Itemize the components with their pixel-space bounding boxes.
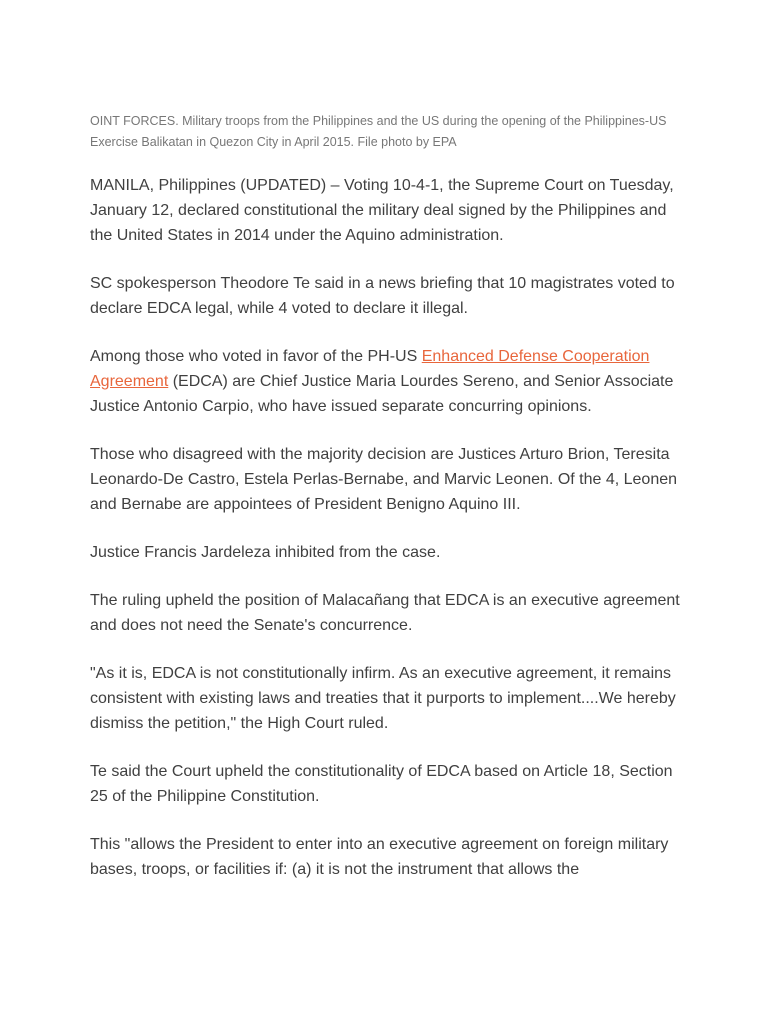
paragraph-quote: "As it is, EDCA is not constitutionally infirm. As an executive agreement, it remains consistent with existing laws and treaties that it purports to implement....We hereby dismiss the petition," the High Court ruled. [90, 665, 676, 732]
paragraph-ruling: The ruling upheld the position of Malacañang that EDCA is an executive agreement and does not need the Senate's concurrence. [90, 592, 680, 634]
edca-link[interactable]: Enhanced Defense Cooperation Agreement [90, 348, 650, 390]
paragraph-allows-president: This "allows the President to enter into an executive agreement on foreign military bases, troops, or facilities if: (a) it is not the instrument that allows the [90, 836, 669, 878]
paragraph-article-18: Te said the Court upheld the constitutionality of EDCA based on Article 18, Section 25 of the Philippine Constitution. [90, 763, 673, 805]
paragraph-inhibited: Justice Francis Jardeleza inhibited from the case. [90, 544, 441, 561]
photo-caption: OINT FORCES. Military troops from the Philippines and the US during the opening of the Philippines-US Exercise Balikatan in Quezon City in April 2015. File photo by EPA [90, 114, 667, 149]
paragraph-text-after-link: (EDCA) are Chief Justice Maria Lourdes Sereno, and Senior Associate Justice Antonio Carpio, who have issued separate concurring opinions. [90, 373, 674, 415]
paragraph-in-favor [90, 344, 690, 419]
paragraph-dissenters: Those who disagreed with the majority decision are Justices Arturo Brion, Teresita Leonardo-De Castro, Estela Perlas-Bernabe, and Marvic Leonen. Of the 4, Leonen and Bernabe are appointees of President Benigno Aquino III. [90, 446, 678, 513]
paragraph-vote-count: SC spokesperson Theodore Te said in a news briefing that 10 magistrates voted to declare EDCA legal, while 4 voted to declare it illegal. [90, 275, 675, 317]
article-body [90, 111, 690, 905]
paragraph-text-before-link: Among those who voted in favor of the PH-US [90, 348, 422, 365]
paragraph-lead: MANILA, Philippines (UPDATED) – Voting 10-4-1, the Supreme Court on Tuesday, January 12, declared constitutional the military deal signed by the Philippines and the United States in 2014 under the Aquino administration. [90, 177, 674, 244]
